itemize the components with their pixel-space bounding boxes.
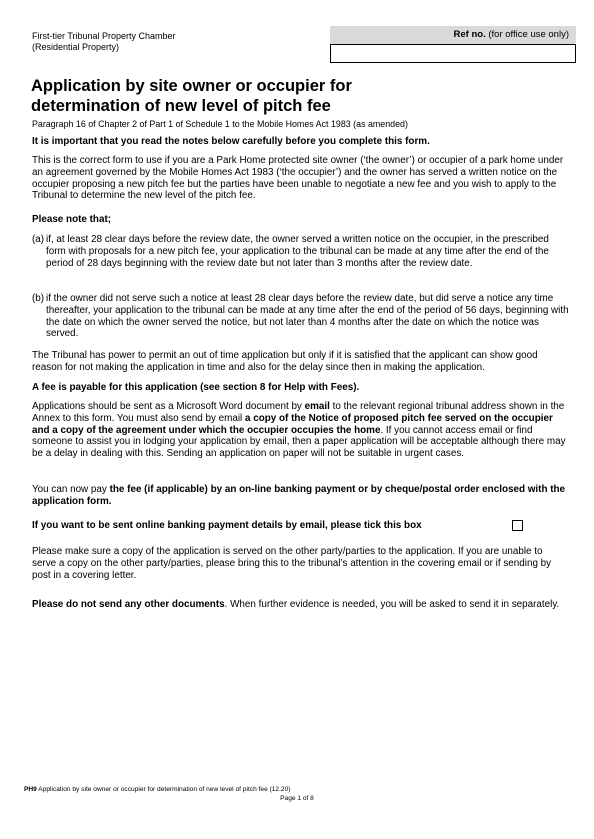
send-text-3: . If you cannot access email or find someone to assist you in lodging your application by email, then a paper application will be acceptable although there may be a delay in dealing with this. Sending an application on paper will not be suitable in urgent cases. xyxy=(32,424,566,460)
send-text-1: Applications should be sent as a Microsoft Word document by xyxy=(32,401,305,412)
title-line-2: determination of new level of pitch fee xyxy=(31,96,331,115)
org-line-1: First-tier Tribunal Property Chamber xyxy=(32,31,176,41)
note-heading: Please note that; xyxy=(32,214,112,225)
title-line-1: Application by site owner or occupier for xyxy=(31,77,352,95)
ref-number-field[interactable] xyxy=(330,44,576,63)
no-docs-bold: Please do not send any other documents xyxy=(32,599,225,610)
page-number: Page 1 of 8 xyxy=(280,795,314,802)
ref-label: Ref no. xyxy=(453,29,486,40)
power-paragraph: The Tribunal has power to permit an out of time application but only if it is satisfied that the applicant can show good reason for not making the application in time and also for the delay since then in making the application. xyxy=(32,350,538,373)
org-line-2: (Residential Property) xyxy=(32,42,120,52)
form-subtitle: Paragraph 16 of Chapter 2 of Part 1 of Schedule 1 to the Mobile Homes Act 1983 (as amended) xyxy=(32,119,408,129)
list-item-a xyxy=(32,234,569,269)
online-banking-checkbox[interactable] xyxy=(512,520,523,531)
serve-paragraph: Please make sure a copy of the application is served on the other party/parties to the application. If you are unable to serve a copy on the other party/parties, please bring this to the tribunal’s attention in the covering email or if sending by post in a covering letter. xyxy=(32,546,552,581)
footer-form-ref xyxy=(24,786,290,794)
send-email-word: email xyxy=(304,401,330,412)
send-bold-text: a copy of the Notice of proposed pitch fee served on the occupier and a copy of the agreement under which the occupier occupies the home xyxy=(32,412,553,436)
important-note: It is important that you read the notes below carefully before you complete this form. xyxy=(32,136,430,147)
item-label: (a) xyxy=(32,234,45,245)
org-name xyxy=(32,31,176,53)
no-documents-paragraph xyxy=(32,599,569,611)
tick-box-label: If you want to be sent online banking payment details by email, please tick this box xyxy=(32,520,422,531)
send-text-2: to the relevant regional tribunal address shown in the Annex to this form. You must also send by email xyxy=(32,401,565,424)
item-text: if the owner did not serve such a notice at least 28 clear days before the review date, but did serve a notice any time thereafter, your application to the tribunal can be made at any time after the end of the period of 56 days, beginning with the date on which the owner served the notice, but not later than 4 months after the date on which the notice was served. xyxy=(46,293,569,340)
send-paragraph xyxy=(32,401,569,460)
ref-note: (for office use only) xyxy=(488,29,569,40)
item-text: if, at least 28 clear days before the review date, the owner served a written notice on the occupier, in the prescribed form with proposals for a new pitch fee, your application to the tribunal can be made at any time after the end of the period of 28 days beginning with the review date but not later than 3 months after the review date. xyxy=(46,234,549,269)
no-docs-text: . When further evidence is needed, you will be asked to send it in separately. xyxy=(224,599,560,610)
ref-label-box xyxy=(330,26,576,44)
pay-bold-text: the fee (if applicable) by an on-line banking payment or by cheque/postal order enclosed with the application form. xyxy=(32,484,566,507)
fee-heading: A fee is payable for this application (see section 8 for Help with Fees). xyxy=(32,382,360,393)
pay-text: You can now pay xyxy=(32,484,110,495)
pay-paragraph xyxy=(32,484,569,508)
list-item-b xyxy=(32,293,569,340)
footer-code: PH9 xyxy=(24,786,37,793)
form-title xyxy=(31,77,571,116)
item-label: (b) xyxy=(32,293,45,304)
intro-paragraph: This is the correct form to use if you are a Park Home protected site owner (‘the owner’) or occupier of a park home under an agreement governed by the Mobile Homes Act 1983 (‘the occupier’) and the owner has served a written notice on the occupier proposing a new pitch fee but the parties have been unable to negotiate a new fee and you wish to apply to the Tribunal to determine the new level of the pitch fee. xyxy=(32,155,564,202)
footer-text: Application by site owner or occupier for determination of new level of pitch fee (12.20) xyxy=(36,786,291,793)
